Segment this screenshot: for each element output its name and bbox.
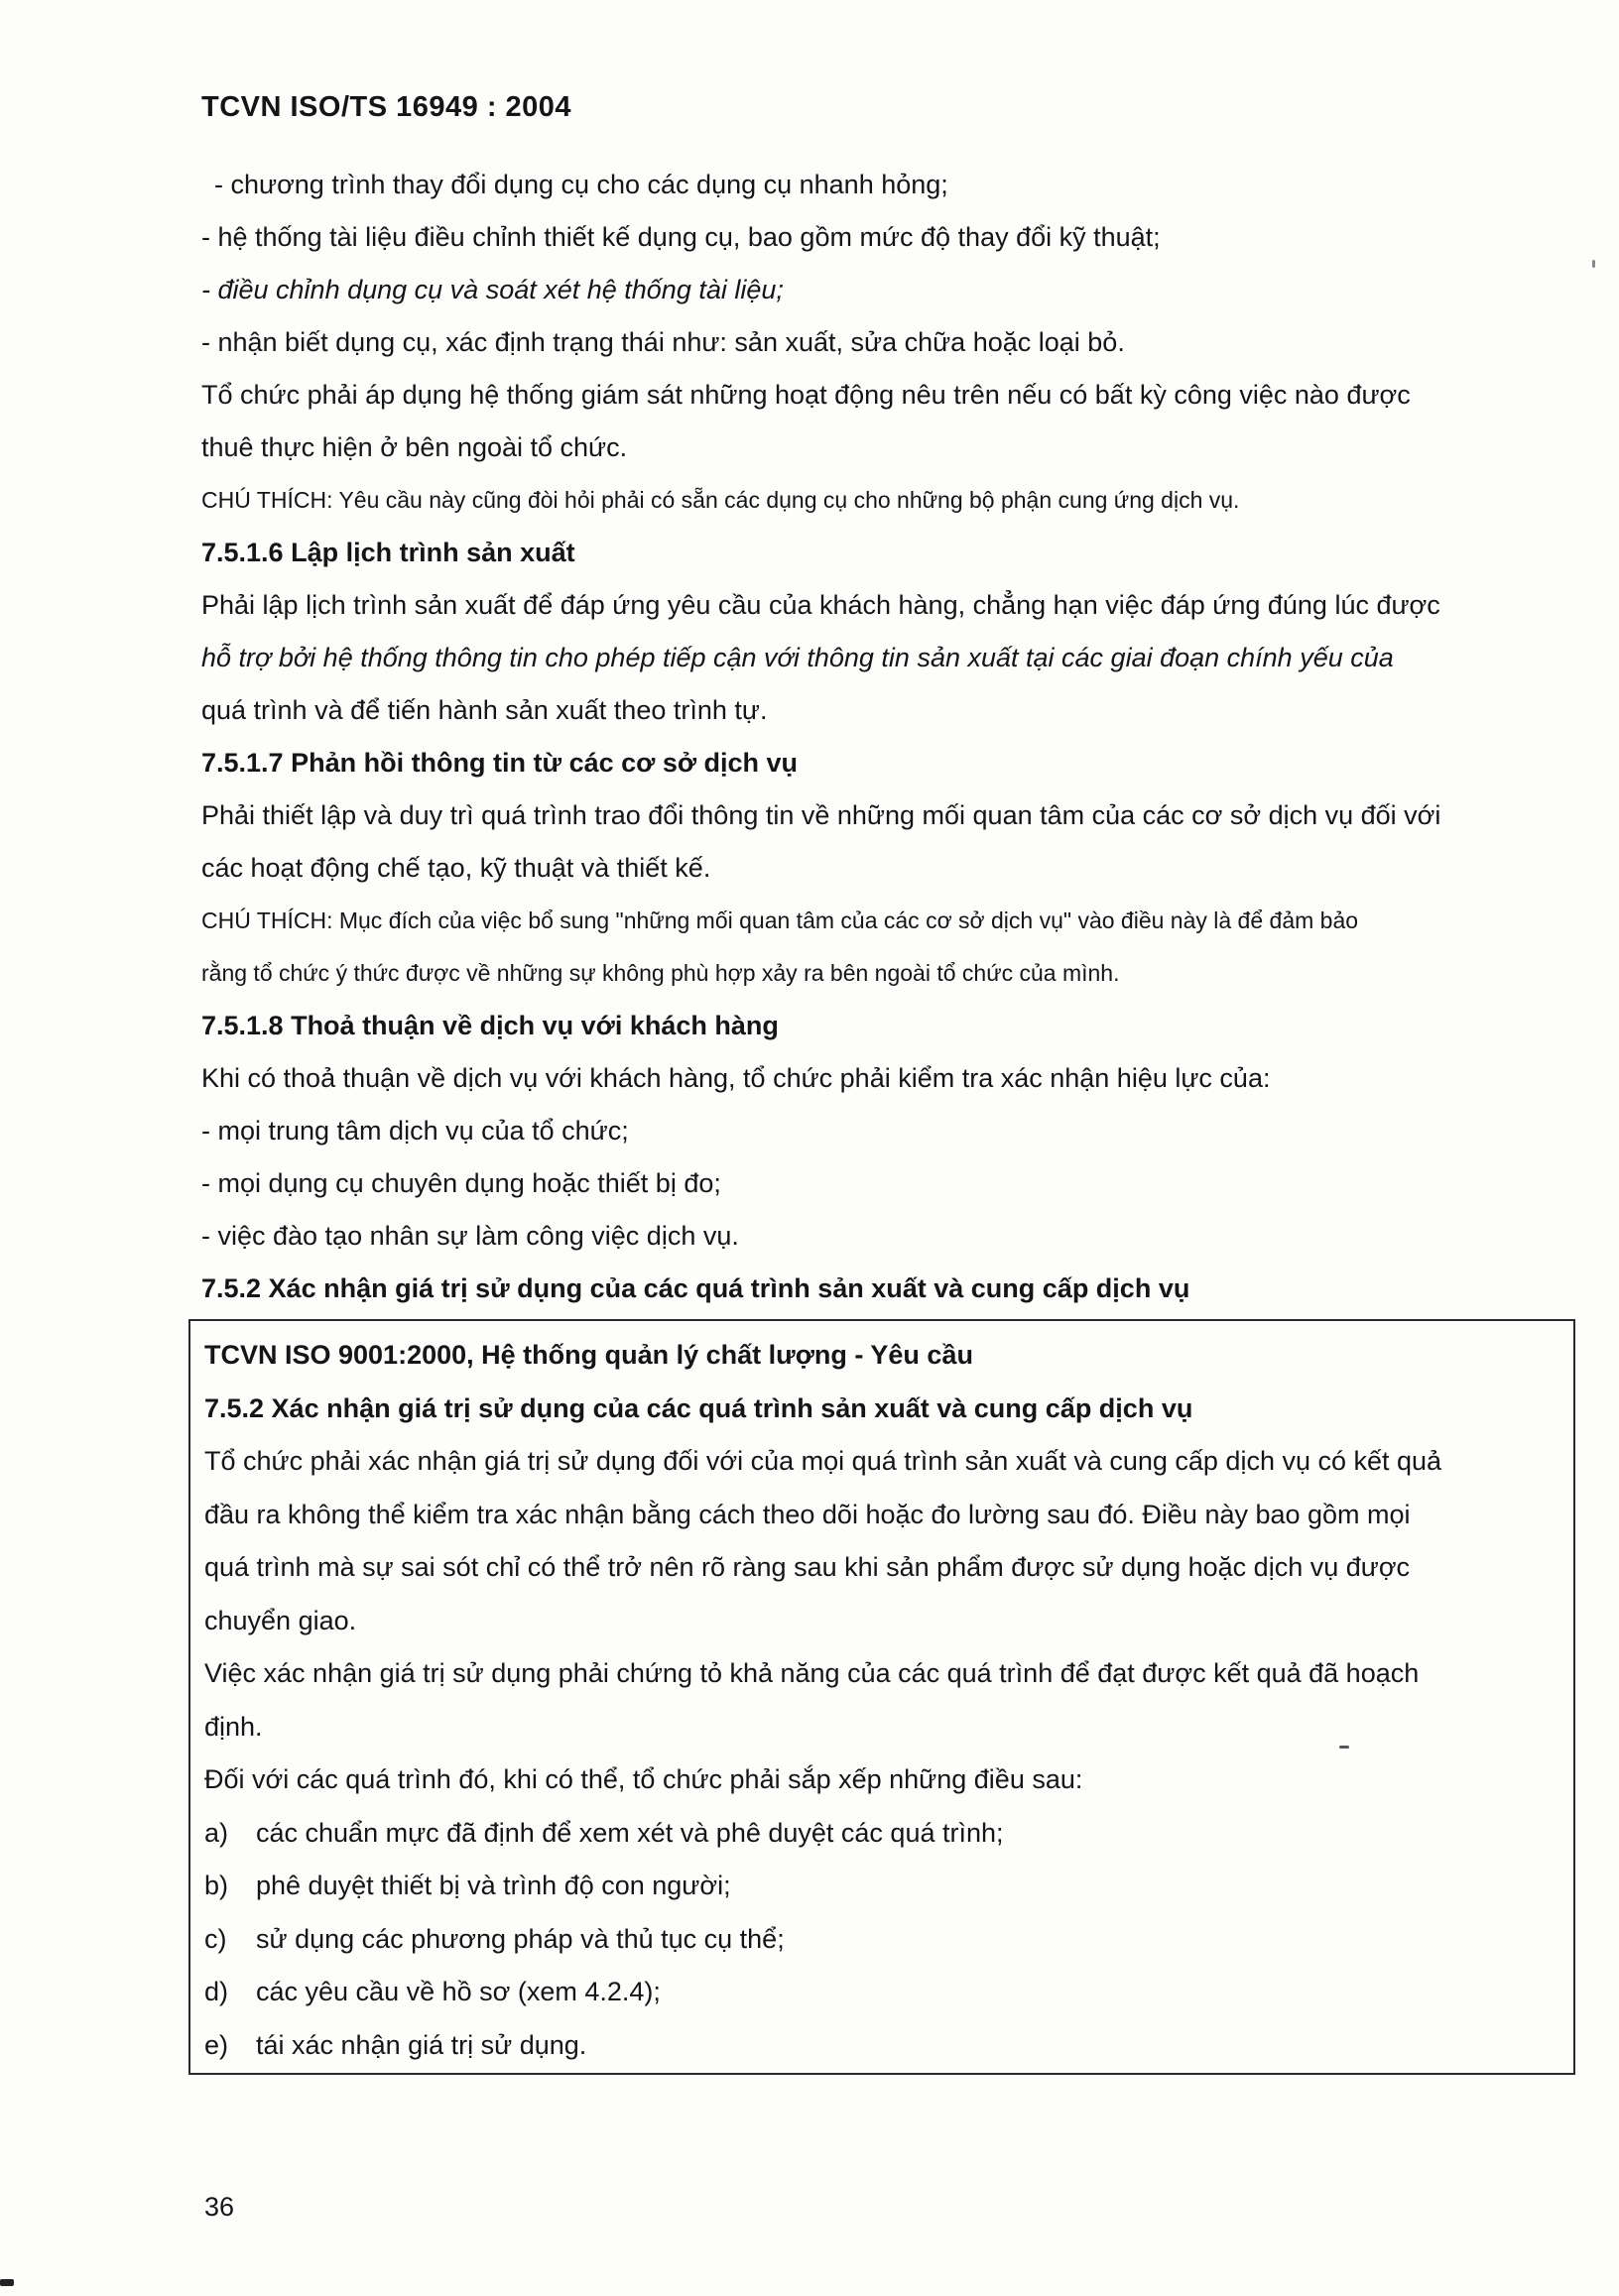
paragraph-line: thuê thực hiện ở bên ngoài tổ chức. xyxy=(201,432,628,462)
list-item xyxy=(204,1860,1563,1913)
paragraph-line: hỗ trợ bởi hệ thống thông tin cho phép tiếp cận với thông tin sản xuất tại các giai đoạn chính yếu của xyxy=(201,643,1394,672)
list-item xyxy=(204,2019,1563,2073)
paragraph-line: Khi có thoả thuận về dịch vụ với khách hàng, tổ chức phải kiểm tra xác nhận hiệu lực của: xyxy=(201,1063,1271,1093)
note-line: rằng tổ chức ý thức được về những sự không phù hợp xảy ra bên ngoài tổ chức của mình. xyxy=(201,960,1120,986)
box-paragraph-line: chuyển giao. xyxy=(204,1605,357,1635)
list-item-label: e) xyxy=(204,2029,229,2060)
section-heading: 7.5.2 Xác nhận giá trị sử dụng của các quá trình sản xuất và cung cấp dịch vụ xyxy=(201,1273,1190,1303)
box-paragraph-line: đầu ra không thể kiểm tra xác nhận bằng cách theo dõi hoặc đo lường sau đó. Điều này bao gồm mọi xyxy=(204,1499,1411,1529)
list-item-text: các chuẩn mực đã định để xem xét và phê duyệt các quá trình; xyxy=(256,1817,1004,1848)
list-item-label: c) xyxy=(204,1923,227,1954)
document-header: TCVN ISO/TS 16949 : 2004 xyxy=(201,91,572,123)
list-item-text: các yêu cầu về hồ sơ (xem 4.2.4); xyxy=(256,1977,661,2006)
body-text xyxy=(201,159,1570,1315)
section-heading: 7.5.1.7 Phản hồi thông tin từ các cơ sở dịch vụ xyxy=(201,748,799,778)
quoted-standard-box xyxy=(188,1319,1575,2075)
list-item-label: d) xyxy=(204,1977,229,2006)
list-item-text: sử dụng các phương pháp và thủ tục cụ thể; xyxy=(256,1923,785,1954)
note-line: CHÚ THÍCH: Yêu cầu này cũng đòi hỏi phải có sẵn các dụng cụ cho những bộ phận cung ứng dịch vụ. xyxy=(201,487,1240,513)
bullet-line: - mọi trung tâm dịch vụ của tổ chức; xyxy=(201,1116,629,1146)
scan-artifact xyxy=(1592,260,1595,268)
scan-artifact xyxy=(0,2279,14,2286)
box-paragraph-line: quá trình mà sự sai sót chỉ có thể trở nên rõ ràng sau khi sản phẩm được sử dụng hoặc dịch vụ được xyxy=(204,1552,1411,1582)
list-item-text: tái xác nhận giá trị sử dụng. xyxy=(256,2029,587,2060)
list-item xyxy=(204,1807,1563,1861)
page-number: 36 xyxy=(204,2192,235,2222)
paragraph-line: các hoạt động chế tạo, kỹ thuật và thiết kế. xyxy=(201,853,711,883)
list-item xyxy=(204,1913,1563,1967)
list-item-text: phê duyệt thiết bị và trình độ con người; xyxy=(256,1871,731,1900)
list-item-label: b) xyxy=(204,1871,229,1900)
bullet-line: - việc đào tạo nhân sự làm công việc dịch vụ. xyxy=(201,1221,739,1251)
box-paragraph-line: Việc xác nhận giá trị sử dụng phải chứng tỏ khả năng của các quá trình để đạt được kết quả đã hoạch xyxy=(204,1658,1420,1688)
list-item-label: a) xyxy=(204,1817,229,1848)
bullet-line: - điều chỉnh dụng cụ và soát xét hệ thống tài liệu; xyxy=(201,275,784,304)
box-paragraph-line: Đối với các quá trình đó, khi có thể, tổ chức phải sắp xếp những điều sau: xyxy=(204,1764,1083,1794)
list-item xyxy=(204,1966,1563,2019)
paragraph-line: Tổ chức phải áp dụng hệ thống giám sát những hoạt động nêu trên nếu có bất kỳ công việc nào được xyxy=(201,380,1411,410)
box-title: TCVN ISO 9001:2000, Hệ thống quản lý chất lượng - Yêu cầu xyxy=(204,1340,973,1370)
box-paragraph-line: Tổ chức phải xác nhận giá trị sử dụng đối với của mọi quá trình sản xuất và cung cấp dịch vụ có kết quả xyxy=(204,1446,1442,1476)
bullet-line: - hệ thống tài liệu điều chỉnh thiết kế dụng cụ, bao gồm mức độ thay đổi kỹ thuật; xyxy=(201,222,1161,252)
paragraph-line: Phải lập lịch trình sản xuất để đáp ứng yêu cầu của khách hàng, chẳng hạn việc đáp ứng đúng lúc được xyxy=(201,590,1440,620)
bullet-line: - nhận biết dụng cụ, xác định trạng thái như: sản xuất, sửa chữa hoặc loại bỏ. xyxy=(201,327,1125,357)
section-heading: 7.5.1.8 Thoả thuận về dịch vụ với khách hàng xyxy=(201,1011,779,1040)
paragraph-line: quá trình và để tiến hành sản xuất theo trình tự. xyxy=(201,695,768,725)
scan-artifact xyxy=(1339,1746,1349,1749)
box-paragraph-line: định. xyxy=(204,1711,263,1742)
box-heading: 7.5.2 Xác nhận giá trị sử dụng của các quá trình sản xuất và cung cấp dịch vụ xyxy=(204,1392,1193,1423)
bullet-line: - mọi dụng cụ chuyên dụng hoặc thiết bị đo; xyxy=(201,1168,721,1198)
section-heading: 7.5.1.6 Lập lịch trình sản xuất xyxy=(201,538,575,567)
bullet-line: - chương trình thay đổi dụng cụ cho các dụng cụ nhanh hỏng; xyxy=(214,170,948,199)
paragraph-line: Phải thiết lập và duy trì quá trình trao đổi thông tin về những mối quan tâm của các cơ sở dịch vụ đối với xyxy=(201,800,1441,830)
note-line: CHÚ THÍCH: Mục đích của việc bổ sung "những mối quan tâm của các cơ sở dịch vụ" vào điều này là để đảm bảo xyxy=(201,907,1359,933)
